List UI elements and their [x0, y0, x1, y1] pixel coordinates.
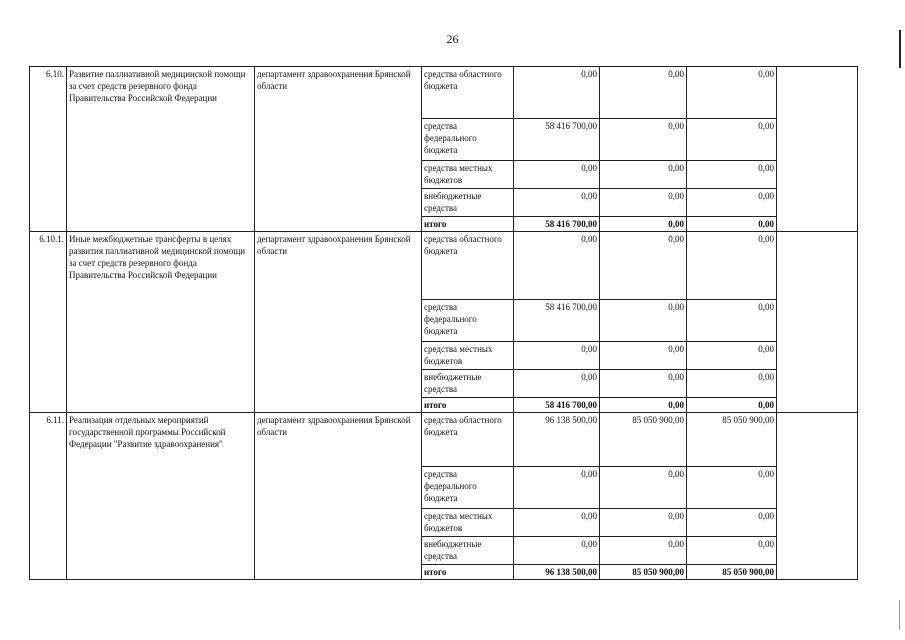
- table-row: [30, 67, 858, 119]
- amount-year-1: 0,00: [514, 370, 600, 398]
- funding-source: средства федерального бюджета: [422, 467, 514, 509]
- amount-year-2: 0,00: [600, 509, 687, 537]
- amount-year-3: 0,00: [687, 161, 777, 189]
- amount-year-2: 0,00: [600, 189, 687, 217]
- amount-year-2: 85 050 900,00: [600, 413, 687, 467]
- funding-source-total: итого: [422, 217, 514, 232]
- amount-year-2: 0,00: [600, 119, 687, 161]
- amount-year-3: 0,00: [687, 342, 777, 370]
- amount-year-2: 0,00: [600, 300, 687, 342]
- funding-source-total: итого: [422, 398, 514, 413]
- funding-source-total: итого: [422, 565, 514, 580]
- funding-source: средства местных бюджетов: [422, 509, 514, 537]
- amount-year-3: 0,00: [687, 119, 777, 161]
- total-year-1: 58 416 700,00: [514, 217, 600, 232]
- total-year-3: 0,00: [687, 217, 777, 232]
- item-title: Развитие паллиативной медицинской помощи за счет средств резервного фонда Правительства Российской Федерации: [67, 67, 255, 232]
- funding-source: средства местных бюджетов: [422, 342, 514, 370]
- amount-year-1: 58 416 700,00: [514, 300, 600, 342]
- amount-year-1: 0,00: [514, 342, 600, 370]
- total-year-3: 85 050 900,00: [687, 565, 777, 580]
- item-executor: департамент здравоохранения Брянской области: [255, 232, 422, 413]
- total-year-2: 0,00: [600, 217, 687, 232]
- amount-year-2: 0,00: [600, 232, 687, 300]
- amount-year-2: 0,00: [600, 537, 687, 565]
- funding-source: средства областного бюджета: [422, 413, 514, 467]
- amount-year-3: 0,00: [687, 300, 777, 342]
- amount-year-3: 0,00: [687, 509, 777, 537]
- total-year-2: 0,00: [600, 398, 687, 413]
- funding-source: внебюджетные средства: [422, 537, 514, 565]
- amount-year-1: 0,00: [514, 161, 600, 189]
- funding-source: средства местных бюджетов: [422, 161, 514, 189]
- total-year-1: 58 416 700,00: [514, 398, 600, 413]
- item-executor: департамент здравоохранения Брянской области: [255, 67, 422, 232]
- amount-year-3: 0,00: [687, 467, 777, 509]
- page-number: 26: [446, 32, 459, 46]
- amount-year-1: 0,00: [514, 67, 600, 119]
- funding-source: средства федерального бюджета: [422, 119, 514, 161]
- amount-year-3: 0,00: [687, 370, 777, 398]
- amount-year-1: 0,00: [514, 537, 600, 565]
- scan-edge-mark: [899, 30, 901, 68]
- amount-year-1: 0,00: [514, 509, 600, 537]
- item-title: Иные межбюджетные трансферты в целях развития паллиативной медицинской помощи за счет средств резервного фонда Правительства Российской Федерации: [67, 232, 255, 413]
- amount-year-3: 0,00: [687, 232, 777, 300]
- table-row: [30, 232, 858, 300]
- total-year-3: 0,00: [687, 398, 777, 413]
- amount-year-1: 0,00: [514, 467, 600, 509]
- amount-year-2: 0,00: [600, 67, 687, 119]
- amount-year-2: 0,00: [600, 161, 687, 189]
- amount-year-1: 0,00: [514, 189, 600, 217]
- item-number: 6.10.: [30, 67, 67, 232]
- amount-year-3: 85 050 900,00: [687, 413, 777, 467]
- item-number: 6.11.: [30, 413, 67, 580]
- amount-year-1: 0,00: [514, 232, 600, 300]
- table-row: [30, 413, 858, 467]
- funding-source: средства федерального бюджета: [422, 300, 514, 342]
- amount-year-3: 0,00: [687, 537, 777, 565]
- amount-year-3: 0,00: [687, 67, 777, 119]
- empty-cell: [777, 413, 858, 580]
- amount-year-3: 0,00: [687, 189, 777, 217]
- total-year-1: 96 138 500,00: [514, 565, 600, 580]
- funding-source: средства областного бюджета: [422, 67, 514, 119]
- item-title: Реализация отдельных мероприятий государственной программы Российской Федерации "Развитие здравоохранения": [67, 413, 255, 580]
- item-executor: департамент здравоохранения Брянской области: [255, 413, 422, 580]
- amount-year-2: 0,00: [600, 342, 687, 370]
- funding-source: внебюджетные средства: [422, 370, 514, 398]
- total-year-2: 85 050 900,00: [600, 565, 687, 580]
- funding-source: внебюджетные средства: [422, 189, 514, 217]
- amount-year-2: 0,00: [600, 467, 687, 509]
- amount-year-2: 0,00: [600, 370, 687, 398]
- funding-source: средства областного бюджета: [422, 232, 514, 300]
- empty-cell: [777, 67, 858, 232]
- amount-year-1: 96 138 500,00: [514, 413, 600, 467]
- empty-cell: [777, 232, 858, 413]
- amount-year-1: 58 416 700,00: [514, 119, 600, 161]
- budget-table: [29, 66, 858, 580]
- item-number: 6.10.1.: [30, 232, 67, 413]
- scan-edge-mark-lower: [899, 600, 900, 630]
